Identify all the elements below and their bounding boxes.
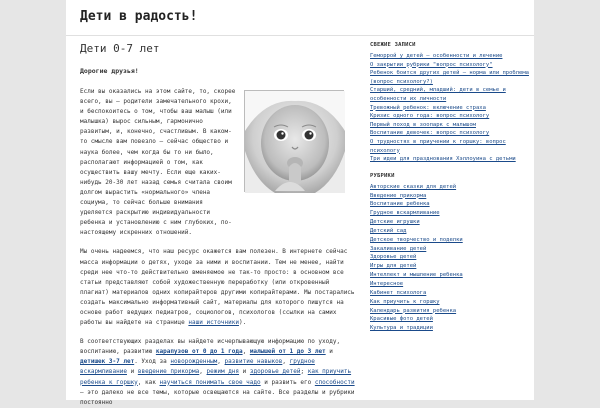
site-title[interactable]: Дети в радость! [80, 9, 198, 24]
rubric-link[interactable]: Игры для детей [370, 263, 417, 270]
rubric-link[interactable]: Кабинет психолога [370, 289, 427, 296]
rubric-link[interactable]: Интересное [370, 281, 404, 287]
sections-text-g: и [239, 368, 247, 376]
main-content [80, 42, 360, 406]
intro-paragraph: Если вы оказались на этом сайте, то, скорее всего, вы – родители замечательного крохи, и беспокоитесь о том, чтобы ваш малыш (или малышка) вырос сильным, гармонично развитым, и, конечно, счастливым. В каком-то смысле вам повезло – сейчас общество и наука более, чем когда бы то ни было, располагают информацией о том, как осуществить вашу мечту. Если еще каких-нибудь 20-30 лет назад семья считала своим долгом вырастить «нормального» члена социума, то сейчас больше внимания уделяется раскрытию индивидуальности ребенка и установлению с ним глубоких, по-настоящему искренних отношений. [80, 88, 236, 237]
page [66, 0, 534, 406]
recent-post-link[interactable]: Старший, средний, младший: дети в семье и особенности их личности [370, 87, 506, 102]
sections-text-f: , [199, 368, 203, 376]
rubric-link[interactable]: Детские игрушки [370, 219, 420, 226]
rubric-link[interactable]: Детский сад [370, 227, 407, 234]
sections-text-e: и [130, 368, 135, 376]
link-skills[interactable]: развитие навыков [224, 358, 283, 366]
recent-posts-heading: СВЕЖИЕ ЗАПИСИ [370, 42, 416, 48]
rubric-link[interactable]: Закаливание детей [370, 245, 427, 252]
link-understand[interactable]: научиться понимать свое чадо [159, 378, 261, 386]
sections-text-a: В соответствующих разделах вы найдете исчерпывающую информацию по уходу, воспитанию, развитию [80, 338, 341, 356]
link-malyshi[interactable]: малышей от 1 до 3 лет [249, 348, 326, 356]
rubric-link[interactable]: Введение прикорма [370, 192, 427, 199]
sections-text-b: . Уход за [134, 358, 167, 366]
greeting: Дорогие друзья! [80, 67, 139, 75]
recent-post-link[interactable]: Геморрой у детей – особенности и лечение [370, 53, 503, 59]
resource-paragraph [80, 247, 360, 328]
link-potty[interactable]: как приучить ребенка к горшку [80, 368, 352, 386]
sections-text-k: – это далеко не все темы, которые освещаются на сайте. Все разделы и рубрики постоянно [80, 388, 355, 406]
recent-post-link[interactable]: О трудностях в приучении к горшку: вопрос психологу [370, 138, 506, 154]
recent-post-link[interactable]: Воспитание девочек: вопрос психологу [370, 130, 490, 137]
rubric-link[interactable]: Грудное вскармливание [370, 210, 440, 217]
rubric-link[interactable]: Культура и традиции [370, 325, 433, 332]
post-title: Дети 0-7 лет [80, 42, 160, 55]
recent-post-link[interactable]: Ребенок боится других детей – норма или проблема (вопрос психологу?) [370, 70, 529, 85]
site-header [66, 0, 534, 36]
recent-post-link[interactable]: Первый поход в зоопарк с малышом [370, 121, 476, 128]
recent-post-link[interactable]: О закрытии рубрики "вопрос психологу" [370, 61, 493, 68]
sidebar [370, 42, 532, 400]
link-health[interactable]: здоровье детей [249, 368, 301, 376]
sections-text-c: , [217, 358, 221, 366]
rubric-link[interactable]: Календарь развития ребенка [370, 307, 457, 314]
recent-posts-list [370, 52, 532, 164]
resource-paragraph-text: Мы очень надеемся, что наш ресурс окажется вам полезен. В интернете сейчас масса информации о детях, уходе за ними и воспитании. Тем не менее, найти среди нее что-то действительно вменяемое не так-то просто: в основном все статьи представляют собой художественную переработку (или откровенный плагиат) материалов одних копирайтеров другими копирайтерами. Мы постарались создать максимально информативный сайт, материалы для которого пишутся на основе работ ведущих педиатров, социологов, психологов (ссылки на самих работы вы найдете на странице [80, 248, 355, 327]
link-solids[interactable]: введение прикорма [137, 368, 200, 376]
recent-post-link[interactable]: Тревожный ребенок: включение страха [370, 104, 486, 111]
rubrics-list [370, 183, 532, 333]
sections-text-j: и развить его [260, 378, 312, 386]
rubric-link[interactable]: Здоровье детей [370, 254, 417, 261]
link-abilities[interactable]: способности [314, 378, 355, 386]
sections-comma: , [242, 348, 250, 356]
rubric-link[interactable]: Интеллект и мышление ребенка [370, 272, 463, 279]
rubrics-heading: РУБРИКИ [370, 172, 395, 179]
link-karapuzy[interactable]: карапузов от 0 до 1 года [155, 348, 243, 356]
sections-text-d: , [282, 358, 286, 366]
rubric-link[interactable]: Красивые фото детей [370, 316, 433, 323]
rubric-link[interactable]: Как приучить к горшку [370, 298, 440, 305]
rubric-link[interactable]: Воспитание ребенка [370, 201, 430, 208]
sections-paragraph [80, 337, 360, 408]
sections-text-i: , как [137, 378, 156, 386]
resource-paragraph-end: ). [238, 319, 247, 327]
link-routine[interactable]: режим дня [206, 368, 240, 376]
sections-and: и [325, 348, 333, 356]
link-detishki[interactable]: детишек 3-7 лет [80, 358, 135, 366]
recent-post-link[interactable]: Три идеи для празднования Хэллоуина с детьми [370, 156, 516, 163]
link-newborn[interactable]: новорожденным [170, 358, 218, 366]
link-breastfeeding[interactable]: грудное вскармливание [80, 358, 315, 376]
baby-photo [244, 90, 344, 192]
rubric-link[interactable]: Детское творчество и поделки [370, 236, 463, 243]
our-sources-link[interactable]: наши источники [188, 319, 239, 327]
recent-post-link[interactable]: Кризис одного года: вопрос психологу [370, 113, 490, 120]
rubric-link[interactable]: Авторские сказки для детей [370, 183, 457, 190]
sections-text-h: ; [300, 368, 305, 376]
